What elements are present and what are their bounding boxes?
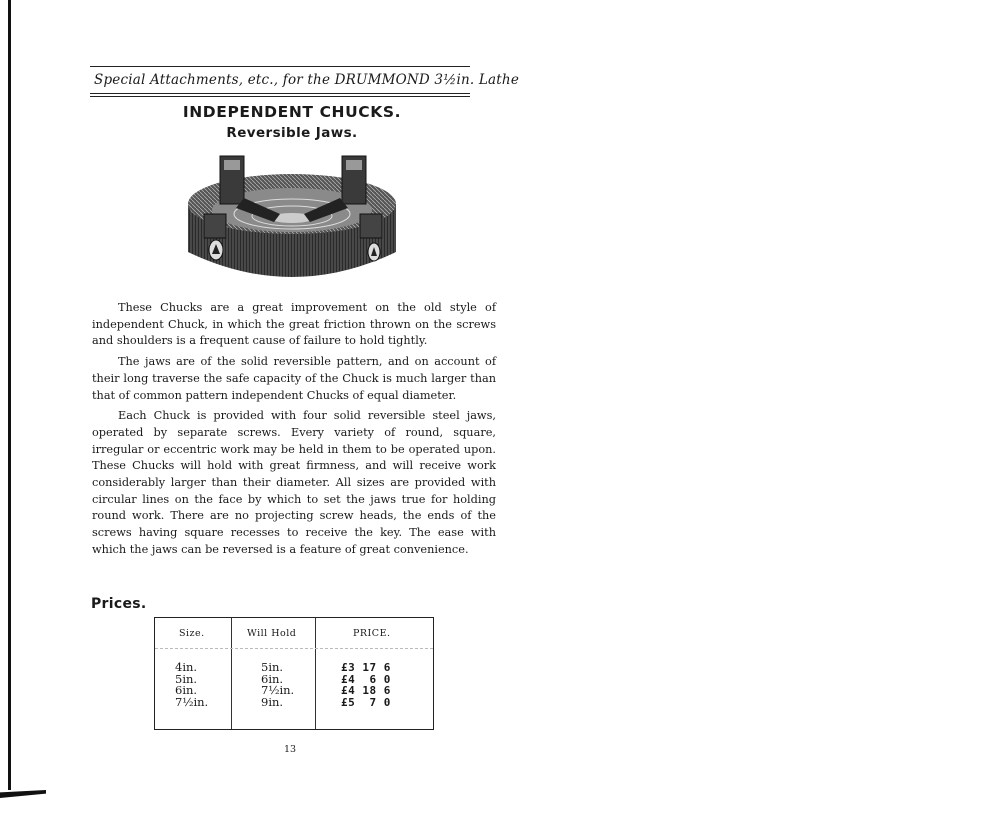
table-cell-will-hold: 5in. [261, 660, 284, 674]
table-cell-will-hold: 7½in. [261, 683, 295, 697]
will-hold-column [261, 662, 294, 708]
price-table [154, 617, 434, 730]
running-head [90, 66, 520, 94]
table-cell-will-hold: 6in. [261, 671, 284, 686]
table-cell-size: 4in. [175, 660, 198, 674]
page-subtitle: Reversible Jaws. [226, 125, 358, 141]
prices-heading: Prices. [91, 596, 147, 612]
header-will-hold: Will Hold [247, 628, 297, 639]
scan-edge-mark [0, 790, 46, 798]
header-size: Size. [179, 628, 205, 639]
table-cell-size: 6in. [175, 683, 198, 697]
table-divider [315, 618, 316, 729]
paragraph-2: The jaws are of the solid reversible pattern, and on account of their long traverse the safe capacity of the Chuck is much larger than that of common pattern independent Chucks of equal diameter. [92, 355, 496, 402]
page-number: 13 [284, 744, 297, 755]
scan-edge-shadow [8, 0, 11, 790]
table-cell-size: 7½in. [175, 694, 209, 709]
body-text [92, 300, 496, 563]
header-rule [155, 648, 433, 649]
four-jaw-chuck-illustration [184, 152, 400, 288]
size-column [175, 662, 208, 708]
running-head-rule [90, 96, 470, 97]
paragraph-1: These Chucks are a great improvement on the old style of independent Chuck, in which the great friction thrown on the screws and shoulders is a frequent cause of failure to hold tightly. [92, 301, 496, 348]
table-cell-price: £3 17 6 [341, 661, 391, 674]
header-price: PRICE. [353, 628, 391, 639]
table-cell-price: £4 6 0 [341, 672, 391, 686]
paragraph-3: Each Chuck is provided with four solid reversible steel jaws, operated by separate screws. Every variety of round, square, irregular or eccentric work may be held in them to be operated upon. These Chucks will hold with great firmness, and will receive work considerably larger than their diameter. All sizes are provided with circular lines on the face by which to set the jaws true for holding round work. There are no projecting screw heads, the ends of the screws having square recesses to receive the key. The ease with which the jaws can be reversed is a feature of great convenience. [92, 409, 496, 556]
price-column [341, 662, 391, 708]
table-cell-will-hold: 9in. [261, 694, 284, 709]
table-cell-size: 5in. [175, 671, 198, 686]
running-head-text: Special Attachments, etc., for the DRUMMOND 3½in. Lathe [94, 72, 520, 88]
page-title: INDEPENDENT CHUCKS. [182, 103, 402, 121]
table-divider [231, 618, 232, 729]
table-cell-price: £4 18 6 [341, 684, 391, 697]
table-cell-price: £5 7 0 [341, 695, 391, 709]
